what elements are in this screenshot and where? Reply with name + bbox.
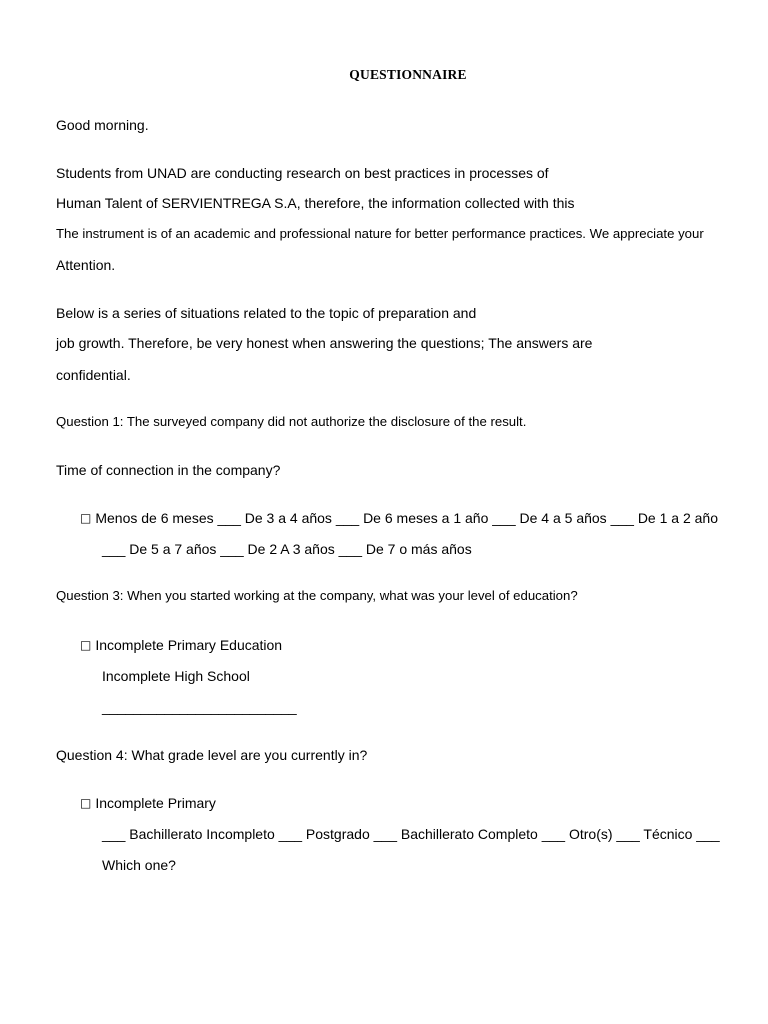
intro-line-1: Students from UNAD are conducting research on best practices in processes of [56, 165, 549, 181]
question-3-option-1 [80, 636, 282, 655]
question-3-option-2: Incomplete High School [102, 668, 250, 684]
page-title: QUESTIONNAIRE [349, 67, 467, 82]
greeting: Good morning. [56, 117, 149, 133]
question-4-options-line-2: ___ Bachillerato Incompleto ___ Postgrado ___ Bachillerato Completo ___ Otro(s) ___ Técnico ___ [102, 826, 720, 842]
checkbox-icon: □ [80, 638, 92, 652]
instructions-line-3: confidential. [56, 367, 131, 383]
checkbox-icon: □ [80, 511, 92, 525]
checkbox-icon: □ [80, 796, 92, 810]
question-2-options-line-1 [80, 509, 718, 528]
question-3-blank-line: _________________________ [102, 699, 297, 715]
question-2-options-line-2: ___ De 5 a 7 años ___ De 2 A 3 años ___ De 7 o más años [102, 541, 472, 557]
question-2-options-text: Menos de 6 meses ___ De 3 a 4 años ___ De 6 meses a 1 año ___ De 4 a 5 años ___ De 1 a 2 año [95, 510, 718, 526]
question-3-option-1-text: Incomplete Primary Education [95, 637, 283, 653]
intro-line-3: The instrument is of an academic and professional nature for better performance practices. We appreciate your [56, 226, 704, 241]
question-3: Question 3: When you started working at the company, what was your level of education? [56, 588, 578, 603]
question-1: Question 1: The surveyed company did not authorize the disclosure of the result. [56, 414, 527, 429]
question-4: Question 4: What grade level are you currently in? [56, 747, 368, 763]
intro-line-4: Attention. [56, 257, 116, 273]
question-4-option-1-text: Incomplete Primary [95, 795, 216, 811]
intro-line-2: Human Talent of SERVIENTREGA S.A, therefore, the information collected with this [56, 195, 575, 211]
question-2: Time of connection in the company? [56, 462, 281, 478]
question-4-which-one: Which one? [102, 857, 176, 873]
instructions-line-2: job growth. Therefore, be very honest when answering the questions; The answers are [56, 335, 593, 351]
instructions-line-1: Below is a series of situations related to the topic of preparation and [56, 305, 477, 321]
question-4-option-1 [80, 794, 216, 813]
